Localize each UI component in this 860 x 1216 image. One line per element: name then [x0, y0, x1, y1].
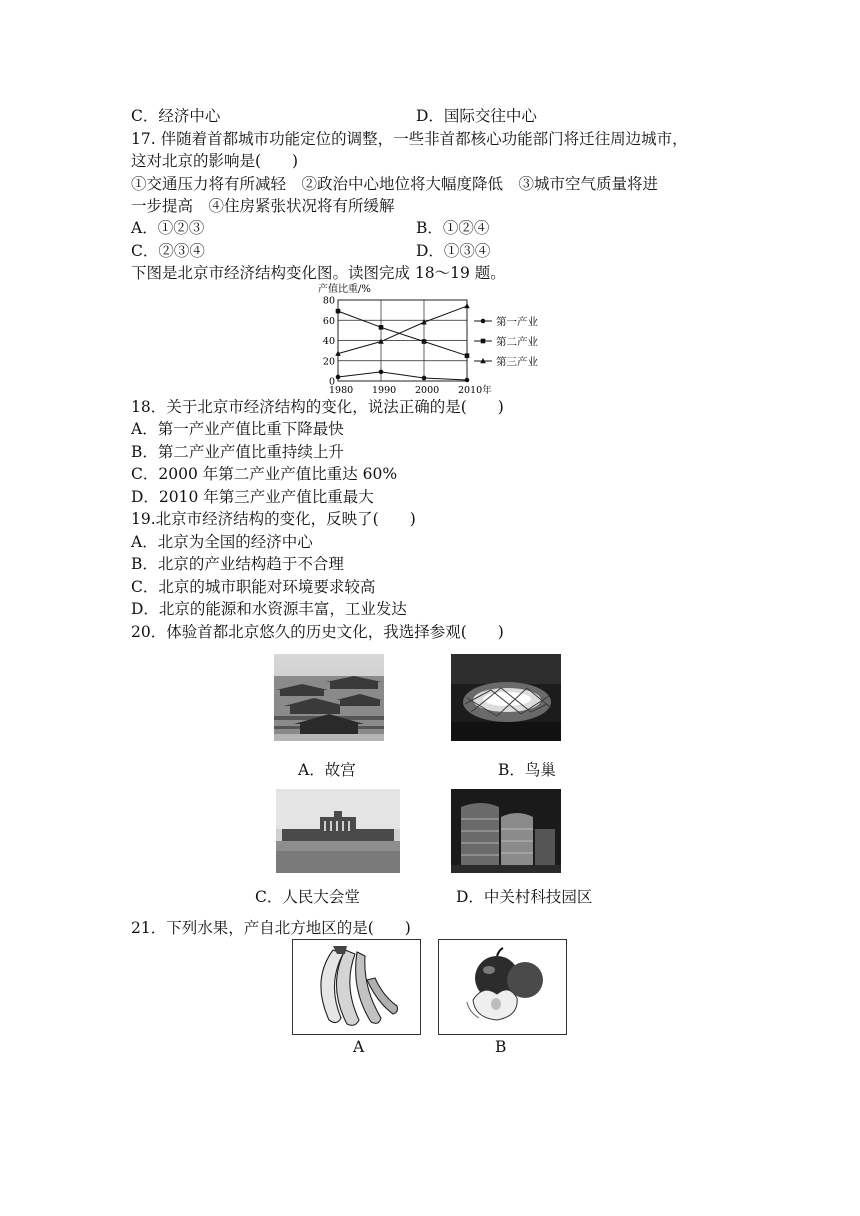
- data-point-series-1: [379, 370, 384, 375]
- data-point-series-2: [422, 339, 427, 344]
- series-line-1: [338, 372, 467, 380]
- q18-option-b: B．第二产业产值比重持续上升: [131, 443, 344, 461]
- q20-option-c-caption: C．人民大会堂: [255, 888, 360, 906]
- data-point-series-2: [379, 325, 384, 330]
- q17-items-line1: ①交通压力将有所减轻 ②政治中心地位将大幅度降低 ③城市空气质量将进: [131, 175, 659, 193]
- y-tick-label: 60: [322, 315, 335, 327]
- data-point-series-1: [336, 375, 341, 380]
- legend-label: 第二产业: [496, 336, 538, 348]
- legend-label: 第一产业: [496, 316, 538, 328]
- x-tick-label: 1990: [372, 385, 397, 396]
- apple-image: [438, 939, 567, 1035]
- forbidden-city-photo: [274, 654, 384, 741]
- q21-stem: 21．下列水果，产自北方地区的是( ): [131, 919, 411, 937]
- q18-option-d: D．2010 年第三产业产值比重最大: [131, 488, 374, 506]
- x-tick-label: 2000: [415, 385, 440, 396]
- q20-option-a-caption: A．故宫: [298, 761, 356, 779]
- q17-option-c: C．②③④: [131, 242, 205, 260]
- data-point-series-3: [464, 303, 470, 308]
- y-axis-label: 产值比重/%: [318, 284, 371, 295]
- q17-option-a: A．①②③: [131, 219, 205, 237]
- x-tick-label: 1980: [329, 385, 354, 396]
- q20-option-d-caption: D．中关村科技园区: [456, 888, 593, 906]
- economic-structure-chart: [316, 282, 556, 398]
- q19-option-d: D．北京的能源和水资源丰富，工业发达: [131, 600, 407, 618]
- q16-option-d: D．国际交往中心: [416, 107, 537, 125]
- q20-option-b-caption: B．鸟巢: [498, 761, 556, 779]
- birds-nest-photo: [451, 654, 561, 741]
- series-line-2: [338, 311, 467, 356]
- data-point-series-1: [422, 376, 427, 381]
- y-tick-label: 20: [322, 356, 335, 368]
- q19-stem: 19.北京市经济结构的变化，反映了( ): [131, 510, 416, 528]
- data-point-series-2: [336, 309, 341, 314]
- chart-intro: 下图是北京市经济结构变化图。读图完成 18～19 题。: [131, 264, 506, 282]
- y-tick-label: 0: [328, 376, 335, 388]
- great-hall-photo: [276, 789, 400, 873]
- zhongguancun-photo: [451, 789, 561, 873]
- q17-option-b: B．①②④: [416, 219, 490, 237]
- q19-option-a: A．北京为全国的经济中心: [131, 533, 313, 551]
- q16-option-c: C．经济中心: [131, 107, 221, 125]
- q17-stem-line1: 17. 伴随着首都城市功能定位的调整，一些非首都核心功能部门将迁往周边城市，: [131, 130, 688, 148]
- x-tick-label: 2010年: [458, 385, 492, 396]
- q17-items-line2: 一步提高 ④住房紧张状况将有所缓解: [131, 197, 395, 215]
- q20-stem: 20．体验首都北京悠久的历史文化，我选择参观( ): [131, 623, 504, 641]
- q21-label-b: B: [495, 1038, 507, 1056]
- q19-option-b: B．北京的产业结构趋于不合理: [131, 555, 344, 573]
- q18-option-a: A．第一产业产值比重下降最快: [131, 420, 344, 438]
- q18-stem: 18．关于北京市经济结构的变化，说法正确的是( ): [131, 398, 504, 416]
- q17-stem-line2: 这对北京的影响是( ): [131, 152, 299, 170]
- legend-label: 第三产业: [496, 356, 538, 368]
- banana-image: [292, 939, 421, 1035]
- q19-option-c: C．北京的城市职能对环境要求较高: [131, 578, 376, 596]
- q18-option-c: C．2000 年第二产业产值比重达 60%: [131, 465, 398, 483]
- y-tick-label: 40: [322, 336, 335, 347]
- y-tick-label: 80: [322, 295, 335, 307]
- q21-label-a: A: [353, 1038, 365, 1056]
- q17-option-d: D．①③④: [416, 242, 491, 260]
- series-line-3: [338, 306, 467, 354]
- data-point-series-1: [465, 378, 470, 383]
- legend-marker: [481, 339, 486, 344]
- legend-marker: [481, 319, 486, 324]
- data-point-series-2: [465, 353, 470, 358]
